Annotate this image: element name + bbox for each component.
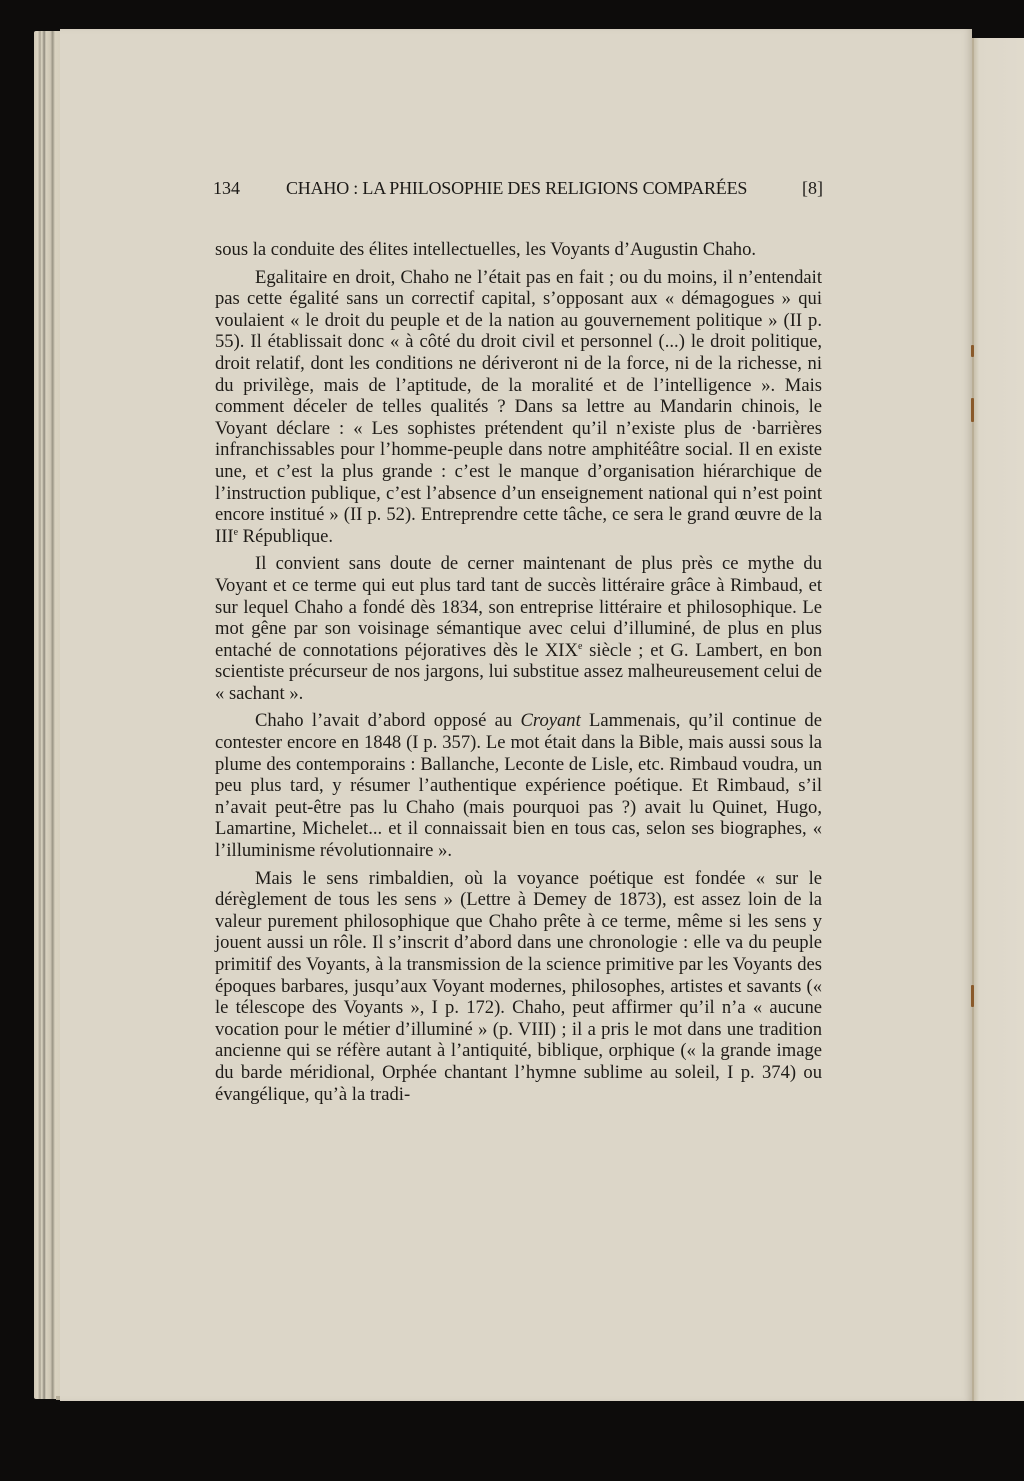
paragraph-5 <box>215 868 822 1106</box>
section-number: [8] <box>802 178 823 198</box>
paragraph-text: sous la conduite des élites intellectuelles, les Voyants d’Augustin Chaho. <box>215 239 757 260</box>
paragraph-1 <box>215 239 822 261</box>
binding-mark <box>971 985 974 1007</box>
paragraph-4 <box>215 710 822 861</box>
page-number: 134 <box>213 178 240 198</box>
paragraph-text: Lammenais, qu’il continue de contester encore en 1848 (I p. 357). Le mot était dans la Bible, mais aussi sous la plume des contemporains : Ballanche, Leconte de Lisle, etc. Rimbaud voudra, un peu plus tard, y résumer l’authentique expérience poétique. Et Rimbaud, s’il n’avait peut-être pas lu Chaho (mais pourquoi pas ?) avait lu Quinet, Hugo, Lamartine, Michelet... et il connaissait bien en tous cas, selon ses biographes, « l’illuminisme révolutionnaire ». <box>215 710 822 862</box>
paragraph-text: Egalitaire en droit, Chaho ne l’était pas en fait ; ou du moins, il n’entendait pas cette égalité sans un correctif capital, s’opposant aux « démagogues » qui voulaient « le droit du peuple et de la nation au gouvernement politique » (II p. 55). Il établissait donc « à côté du droit civil et personnel (...) le droit politique, droit relatif, dont les conditions ne dériveront ni de la force, ni de la richesse, ni du privilège, mais de l’aptitude, de la moralité et de l’intelligence ». Mais comment déceler de telles qualités ? Dans sa lettre au Mandarin chinois, le Voyant déclare : « Les sophistes prétendent qu’il n’existe plus de ·barrières infranchissables pour l’homme-peuple dans notre amphitéâtre social. Il en existe une, et c’est la plus grande : c’est le manque d’organisation hiérarchique de l’instruction publique, c’est l’absence d’un enseignement national qui n’est point encore institué » (II p. 52). Entreprendre cette tâche, ce sera le grand œuvre de la III <box>215 266 822 547</box>
facing-page-edge <box>972 38 1024 1401</box>
paragraph-text: siècle ; et G. Lambert, en bon scientiste précurseur de nos jargons, lui substitue assez malheureusement celui de « sachant ». <box>215 639 822 704</box>
paragraph-3 <box>215 553 822 704</box>
paragraph-text: République. <box>238 525 334 547</box>
paragraph-text: Chaho l’avait d’abord opposé au <box>255 710 521 732</box>
binding-mark <box>971 398 974 422</box>
body-text <box>215 239 822 1111</box>
superscript: e <box>577 640 583 652</box>
binding-mark <box>971 345 974 357</box>
paragraph-2 <box>215 267 822 548</box>
superscript: e <box>233 526 239 538</box>
paragraph-text: Mais le sens rimbaldien, où la voyance poétique est fondée « sur le dérèglement de tous les sens » (Lettre à Demey de 1873), est assez loin de la valeur purement philosophique que Chaho prête à ce terme, même si les sens y jouent aussi un rôle. Il s’inscrit d’abord dans une chronologie : elle va du peuple primitif des Voyants, à la transmission de la science primitive par les Voyants des époques barbares, jusqu’aux Voyant modernes, philosophes, artistes et savants (« le télescope des Voyants », I p. 172). Chaho, peut affirmer qu’il n’a « aucune vocation pour le métier d’illuminé » (p. VIII) ; il a pris le mot dans une tradition ancienne qui se réfère autant à l’antiquité, biblique, orphique (« la grande image du barde méridional, Orphée chantant l’hymne sublime au soleil, I p. 374) ou évangélique, qu’à la tradi- <box>215 867 822 1105</box>
running-title: CHAHO : LA PHILOSOPHIE DES RELIGIONS COMPARÉES <box>286 178 748 198</box>
paragraph-text: Il convient sans doute de cerner maintenant de plus près ce mythe du Voyant et ce terme qui eut plus tard tant de succès littéraire grâce à Rimbaud, et sur lequel Chaho a fondé dès 1834, son entreprise littéraire et philosophique. Le mot gêne par son voisinage sémantique avec celui d’illuminé, de plus en plus entaché de connotations péjoratives dès le XIX <box>215 553 822 661</box>
italic-term: Croyant <box>520 710 581 732</box>
running-header <box>213 178 823 204</box>
